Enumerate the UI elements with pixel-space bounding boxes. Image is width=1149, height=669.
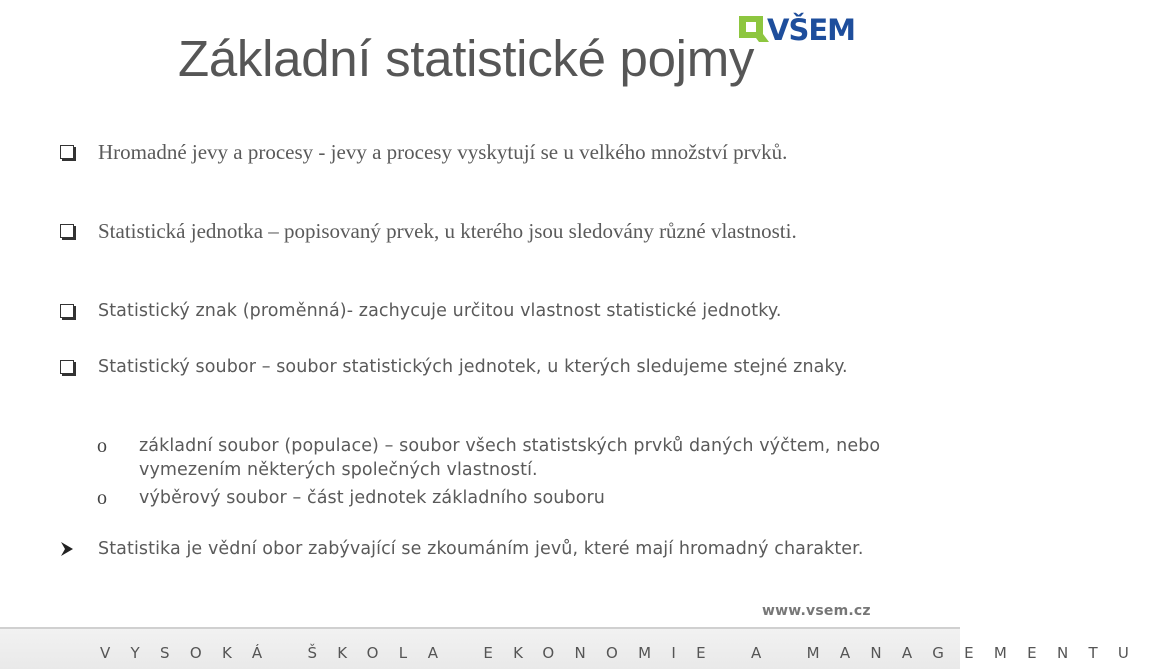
bullet-hromadne-jevy bbox=[60, 140, 890, 165]
bullet-text: Statistická jednotka – popisovaný prvek, u kterého jsou sledovány různé vlastnosti. bbox=[98, 219, 797, 243]
logo-wordmark: VŠEM bbox=[767, 13, 855, 47]
arrow-bullet-icon bbox=[60, 537, 98, 561]
checkbox-bullet-icon bbox=[60, 140, 98, 164]
bullet-statisticky-soubor bbox=[60, 355, 890, 379]
checkbox-bullet-icon bbox=[60, 299, 98, 323]
bullet-text: Statistika je vědní obor zabývající se zkoumáním jevů, které mají hromadný charakter. bbox=[98, 539, 864, 559]
subbullet-text: výběrový soubor – část jednotek základního souboru bbox=[139, 488, 605, 508]
circle-bullet-icon: o bbox=[97, 435, 107, 457]
subbullet-vyberovy-soubor bbox=[97, 486, 897, 510]
footer-url: www.vsem.cz bbox=[762, 603, 871, 619]
footer-school-name: VYSOKÁ ŠKOLA EKONOMIE A MANAGEMENTU bbox=[100, 644, 1149, 662]
bullet-statistika bbox=[60, 537, 890, 561]
footer-divider bbox=[0, 627, 960, 629]
subbullet-text: základní soubor (populace) – soubor všech statistských prvků daných výčtem, nebo vymezením některých společných vlastností. bbox=[139, 436, 881, 480]
page-title: Základní statistické pojmy bbox=[178, 30, 755, 87]
bullet-statisticky-znak bbox=[60, 299, 890, 323]
bullet-text: Statistický soubor – soubor statistických jednotek, u kterých sledujeme stejné znaky. bbox=[98, 357, 848, 377]
bullet-text: Hromadné jevy a procesy - jevy a procesy vyskytují se u velkého množství prvků. bbox=[98, 140, 788, 164]
vsem-logo bbox=[737, 12, 865, 46]
bullet-text: Statistický znak (proměnná)- zachycuje určitou vlastnost statistické jednotky. bbox=[98, 301, 782, 321]
vsem-logo-icon bbox=[737, 12, 865, 46]
checkbox-bullet-icon bbox=[60, 355, 98, 379]
checkbox-bullet-icon bbox=[60, 219, 98, 243]
subbullet-zakladni-soubor bbox=[97, 434, 897, 482]
bullet-statisticka-jednotka bbox=[60, 219, 890, 244]
circle-bullet-icon: o bbox=[97, 487, 107, 509]
